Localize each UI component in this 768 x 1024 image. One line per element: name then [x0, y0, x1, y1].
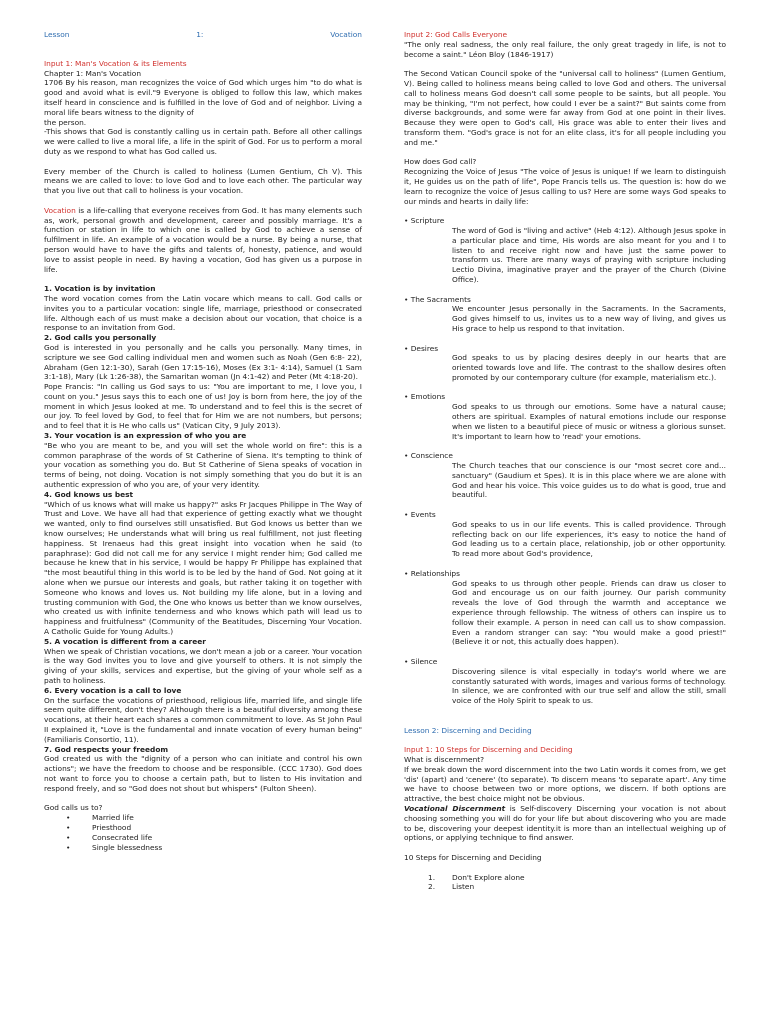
paragraph-every: Every member of the Church is called to holiness (Lumen Gentium, Ch V). This means we are called to love: to love God and to love each other. The particular way that you live out that call to holiness is your vocation.	[44, 166, 362, 196]
text-6: On the surface the vocations of priesthood, religious life, married life, and single life seem quite different, don't they? Although there is a beautiful diversity among these vocations, at their heart each shares a common commitment to love. As St John Paul II explained it, "Love is the fundamental and innate vocation of every human being" (Familiaris Consortio, 11).	[44, 695, 362, 744]
how-title: How does God call?	[404, 157, 477, 167]
quote: "The only real sadness, the only real failure, the only great tragedy in life, is not to become a saint." Léon Bloy (1846-1917)	[404, 39, 726, 59]
way-title: • Desires	[404, 343, 439, 353]
left-column	[44, 30, 362, 852]
right-column	[404, 30, 726, 892]
text-3: "Be who you are meant to be, and you will set the whole world on fire": this is a common paraphrase of the words of St Catherine of Siena. It's tempting to think of your vocation as something you do. But St Catherine of Siena speaks of vocation in terms of being, not doing. Vocation is not simply something that you do but it is an authentic expression of who you are, of your very identity.	[44, 440, 362, 490]
lesson-number: 1:	[196, 30, 204, 39]
lesson-label: Lesson	[44, 30, 70, 39]
text-4: "Which of us knows what will make us happy?" asks Fr Jacques Philippe in The Way of Trust and Love. We have all had that experience of getting exactly what we thought we wanted, only to find ourselves still unsatisfied. But God knows us better than we know ourselves; He understands what will bring us real fulfillment, not just fleeting happiness. St Irenaeus had this great insight into vocation when he said (to paraphrase): God did not call me for any service I might render him; God called me because he knew that in his service, I would be happy Fr Philippe has explained that "the most beautiful thing in this world is to be led by the hand of God. Not going at it alone when we pursue our interests and goals, but rather taking it on together with Someone who knows and loves us. Not building my life alone, but in a loving and trusting communion with God, the One who knows us better than we know ourselves, who created us with infinite tenderness and who knows which path will lead us to happiness and fruitfulness" (Community of the Beatitudes, Discerning Your Vocation. A Catholic Guide for Young Adults.)	[44, 499, 362, 637]
paragraph-universal-call: The Second Vatican Council spoke of the "universal call to holiness" (Lumen Gentium, V). Being called to holiness means being called to love God and others. The universal call to holiness means God doesn't call some people to be saints, but all people. You may be thinking, "I'm not perfect, how could I ever be a saint?" But saints come from diverse backgrounds, and some were far away from God at one point in their lives. Because they were open to God's call, His grace was able to enter their lives and transform them. "God's grace is not for an elite class, it's for all people including you and me."	[404, 69, 726, 147]
step-number: 1.	[428, 872, 436, 882]
list-item	[404, 873, 726, 883]
text-5: When we speak of Christian vocations, we don't mean a job or a career. Your vocation is the way God invites you to love and give yourself to others. It is not simply the giving of your skills, services and expertise, but the giving of your whole self as a path to holiness.	[44, 646, 362, 685]
chapter-title: Chapter 1: Man's Vocation	[44, 68, 142, 78]
step-number: 2.	[428, 882, 436, 892]
steps-title: 10 Steps for Discerning and Deciding	[404, 852, 542, 862]
way-text: God speaks to us through other people. Friends can draw us closer to God and encourage us on our faith journey. Our parish community reveals the love of God through the warmth and acceptance we experience through fellowship. The witness of others can inspire us to follow their example. A person in need can call us to show compassion. Even a random stranger can say: "You would make a good priest!" (Believe it or not, this actually does happen).	[452, 578, 726, 647]
lesson-title: Vocation	[330, 30, 362, 39]
way-title: • Conscience	[404, 451, 453, 461]
heading-7: 7. God respects your freedom	[44, 744, 169, 754]
what-title: What is discernment?	[404, 754, 485, 764]
text-7: God created us with the "dignity of a person who can initiate and control his own actions"; we have the freedom to choose and be responsible. (CCC 1730). God does not want to force you to choose a certain path, but to listen to His invitation and respond freely, and so "God does not shout but whispers" (Fulton Sheen).	[44, 754, 362, 793]
way-title: • Emotions	[404, 392, 446, 402]
step-text: Don't Explore alone	[452, 872, 525, 882]
vocation-definition: is a life-calling that everyone receives from God. It has many elements such as, work, personal growth and development, career and possibly marriage. It's a function or station in life to which one is called by God to achieve a sense of fulfilment in life. An example of a vocation would be a nurse. By being a nurse, that person would have to have the gifts and talents of, honesty, patience, and would love to assist people in need. By having a vocation, God has given us a purpose in life.	[44, 205, 362, 274]
list-item: • Married life	[44, 813, 362, 823]
lesson2-title: Lesson 2: Discerning and Deciding	[404, 725, 532, 735]
lesson-header	[44, 30, 362, 40]
input2-title: Input 2: God Calls Everyone	[404, 30, 508, 39]
way-text: God speaks to us in our life events. This is called providence. Through reflecting back on our life experiences, it's easy to notice the hand of God leading us to a certain place, relationship, job or other opportunity. To read more about God's providence,	[452, 519, 726, 559]
list-item: • Single blessedness	[44, 843, 362, 853]
way-text: We encounter Jesus personally in the Sacraments. In the Sacraments, God gives himself to us, invites us to a new way of living, and gives us His grace to help us respond to that invitation.	[452, 304, 726, 333]
step-text: Listen	[452, 882, 475, 892]
way-title: • Relationships	[404, 568, 460, 578]
way-text: Discovering silence is vital especially in today's world where we are constantly saturated with words, images and various forms of technology. In silence, we are confronted with our true self and allow the still, small voice of the Holy Spirit to speak to us.	[452, 666, 726, 706]
text-1: The word vocation comes from the Latin vocare which means to call. God calls or invites you to a particular vocation: single life, marriage, priesthood or consecrated life. Although each of us must make a decision about our vocation, that choice is a response to an invitation from God.	[44, 293, 362, 333]
paragraph-1706b: the person.	[44, 117, 87, 127]
list-item	[404, 882, 726, 892]
paragraph-recognizing: Recognizing the Voice of Jesus "The voice of Jesus is unique! If we learn to distinguish it, He guides us on the path of life", Pope Francis tells us. The question is: how do we learn to recognize the voice of Jesus calling to us? Here are some ways God speaks to our minds and hearts in daily life:	[404, 167, 726, 206]
way-text: God speaks to us through our emotions. Some have a natural cause; others are spiritual. Examples of natural emotions include our response when we listen to a beautiful piece of music or witness a glorious sunset. It's important to learn how to 'read' your emotions.	[452, 402, 726, 441]
heading-1: 1. Vocation is by invitation	[44, 284, 156, 294]
paragraph-vocational-discernment	[404, 804, 726, 843]
heading-4: 4. God knows us best	[44, 489, 134, 499]
way-text: The word of God is "living and active" (Heb 4:12). Although Jesus spoke in a particular place and time, His words are also meant for you and I to listen to and receive right now and have just the same power to transform us. There are many ways of praying with scripture including Lectio Divina, imaginative prayer and the prayer of the Church (Divine Office).	[452, 225, 726, 284]
heading-2: 2. God calls you personally	[44, 333, 157, 343]
way-title: • Events	[404, 510, 436, 520]
list-item: • Consecrated life	[44, 833, 362, 843]
vocation-word: Vocation	[44, 205, 76, 215]
way-title: • The Sacraments	[404, 294, 471, 304]
list-item: • Priesthood	[44, 823, 362, 833]
input1-steps-title: Input 1: 10 Steps for Discerning and Deciding	[404, 745, 573, 755]
way-text: God speaks to us by placing desires deeply in our hearts that are oriented towards love and life. The contrast to the shallow desires often promoted by our contemporary culture (for example, materialism etc.).	[452, 353, 726, 382]
paragraph-this: -This shows that God is constantly calling us in certain path. Before all other callings we were called to live a moral life, a life in the spirit of God. For us to perform a moral duty as we respond to what has God called us.	[44, 127, 362, 156]
heading-5: 5. A vocation is different from a career	[44, 636, 206, 646]
input1-title: Input 1: Man's Vocation & its Elements	[44, 58, 187, 68]
heading-6: 6. Every vocation is a call to love	[44, 685, 182, 695]
way-title: • Silence	[404, 657, 438, 666]
text-2a: God is interested in you personally and he calls you personally. Many times, in scripture we see God calling individual men and women such as Noah (Gen 6:8- 22), Abraham (Gen 12:1-30), Sarah (Gen 17:15-16), Moses (Ex 3:1- 4:14), Samuel (1 Sam 3:1-18), Mary (Lk 1:26-38), the Samaritan woman (Jn 4:1-42) and Peter (Mt 4:18-20).	[44, 342, 362, 382]
heading-3: 3. Your vocation is an expression of who you are	[44, 431, 247, 441]
paragraph-discernment: If we break down the word discernment into the two Latin words it comes from, we get 'dis' (apart) and 'cenere' (to separate). To discern means 'to separate apart'. Any time we have to choose between two or more options, we discern. If both options are attractive, the best choice might not be obvious.	[404, 764, 726, 804]
way-title: • Scripture	[404, 216, 445, 226]
paragraph-1706: 1706 By his reason, man recognizes the voice of God which urges him "to do what is good and avoid what is evil."9 Everyone is obliged to follow this law, which makes itself heard in conscience and is fulfilled in the love of God and of neighbor. Living a moral life bears witness to the dignity of	[44, 78, 362, 117]
paragraph-vocation	[44, 206, 362, 275]
calls-title: God calls us to?	[44, 803, 103, 813]
text-2b: Pope Francis: "In calling us God says to us: "You are important to me, I love you, I count on you." Jesus says this to each one of us! Joy is born from here, the joy of the moment in which Jesus looked at me. To understand and to feel this is the secret of our joy. To feel loved by God, to feel that for Him we are not numbers, but persons; and to feel that it is He who calls us" (Vatican City, 9 July 2013).	[44, 382, 362, 431]
vocational-discernment-term: Vocational Discernment	[404, 803, 506, 813]
vocational-discernment-text: is Self-discovery Discerning your vocation is not about choosing something you will do for your life but about discovering who you are made to be, discovering your deepest identity.it is more than an intellectual weighing up of options, or applying technique to find answer.	[404, 803, 726, 843]
way-text: The Church teaches that our conscience is our "most secret core and... sanctuary" (Gaudium et Spes). It is in this place where we are alone with God and hear his voice. This voice guides us to do what is good, true and beautiful.	[452, 461, 726, 500]
